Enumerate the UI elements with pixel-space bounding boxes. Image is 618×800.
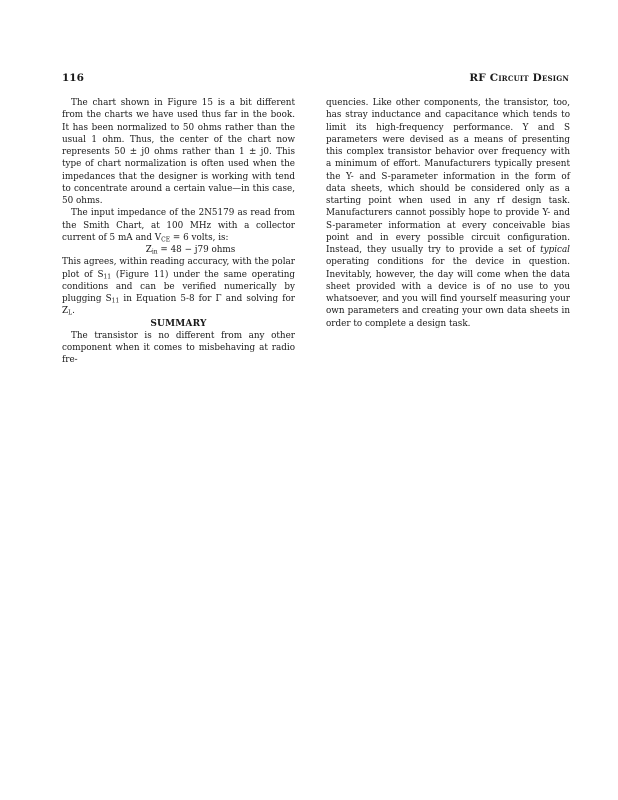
equation-zin: $Z_{in} = 48 - j79$ ohms xyxy=(145,245,236,256)
paragraph-agreement: This agrees, within reading accuracy, with the polar plot of $S_{11}$ (Figure 11) under the same operating conditions and can be verified numerically by plugging $S_{11}$ in Equation 5-8 for Γ and solving for $Z_L$. xyxy=(62,257,296,317)
section-heading-summary: SUMMARY xyxy=(150,318,207,329)
paragraph-summary-start: The transistor is no different from any other component when it comes to misbehaving at radio fre- xyxy=(62,330,295,366)
page-number: 116 xyxy=(62,72,84,84)
right-column xyxy=(326,97,570,330)
running-title: RF Circuit Design xyxy=(469,72,569,84)
paragraph-summary-continued: quencies. Like other components, the transistor, too, has stray inductance and capacitance which tends to limit its high-frequency performance. Y and S parameters were devised as a means of presenting this complex transistor behavior over frequency with a minimum of effort. Manufacturers typically present the Y- and S-parameter information in the form of data sheets, which should be considered only as a starting point when used in any rf design task. Manufacturers cannot possibly hope to provide Y- and S-parameter information at every conceivable bias point and in every possible circuit configuration. Instead, they usually try to provide a set of typical operating conditions for the device in question. Inevitably, however, the day will come when the data sheet provided with a device is of no use to you whatsoever, and you will find yourself measuring your own parameters and creating your own data sheets in order to complete a design task. xyxy=(326,98,570,329)
paragraph-input-impedance: The input impedance of the 2N5179 as read from the Smith Chart, at 100 MHz with a collector current of 5 mA and $V_{CE} = 6$ volts, is: xyxy=(62,208,295,244)
paragraph-chart-normalization: The chart shown in Figure 15 is a bit different from the charts we have used thus far in the book. It has been normalized to 50 ohms rather than the usual 1 ohm. Thus, the center of the chart now represents 50 ± j0 ohms rather than 1 ± j0. This type of chart normalization is often used when the impedances that the designer is working with tend to concentrate around a certain value—in this case, 50 ohms. xyxy=(62,98,295,206)
emphasis-typical: typical xyxy=(540,245,570,255)
left-column xyxy=(62,97,295,367)
running-header xyxy=(62,72,569,84)
